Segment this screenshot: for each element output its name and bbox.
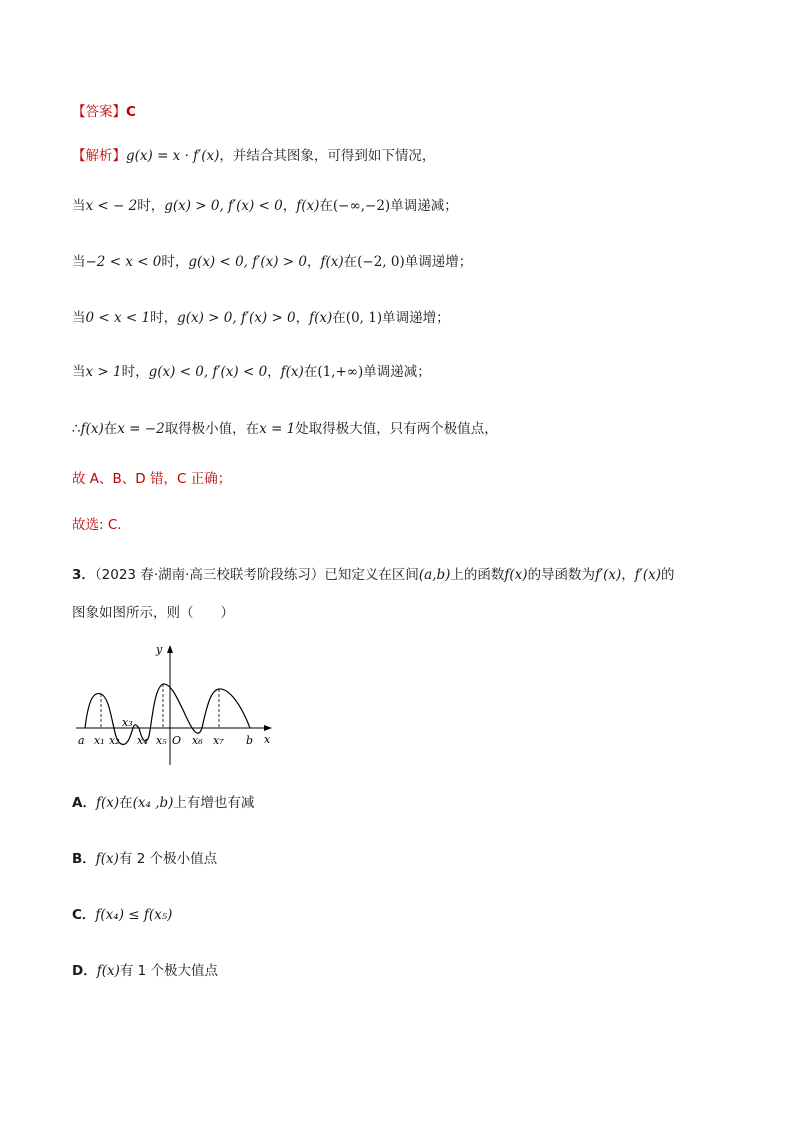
question-fpx: f′(x) (595, 567, 622, 583)
option-fx: f(x) (95, 795, 120, 811)
case-prefix: 当 (72, 364, 86, 380)
case-sep: ， (267, 364, 281, 380)
label-y: y (156, 643, 163, 656)
case-fx: f(x) (296, 198, 320, 214)
verdict-line: 故 A、B、D 错，C 正确； (72, 471, 232, 487)
case-interval: (−2, 0) (357, 254, 405, 270)
option-d[interactable] (72, 961, 218, 981)
case-fx: f(x) (309, 310, 333, 326)
answer-choice: C (126, 104, 136, 120)
question-number: 3． (72, 567, 95, 583)
case-condition: x > 1 (85, 364, 122, 380)
case-signs: g(x) < 0, f′(x) < 0 (148, 364, 268, 380)
conclusion-line (72, 419, 498, 439)
question-source: （2023 春·湖南·高三校联考阶段练习） (94, 567, 325, 583)
conclusion-text: 取得极小值，在 (164, 421, 260, 437)
final-choice-line: 故选: C. (72, 517, 122, 533)
option-math: (x₄ ,b) (132, 795, 174, 811)
case-sep: ， (306, 254, 321, 270)
conclusion-min-x: x = −2 (117, 421, 165, 437)
option-text: 上有增也有减 (173, 795, 255, 811)
label-b: b (246, 734, 254, 747)
label-a: a (78, 734, 85, 747)
case-prefix: 当 (72, 310, 86, 326)
derivative-graph (72, 640, 282, 770)
analysis-tag: 【解析】 (72, 148, 126, 164)
label-x: x (264, 733, 271, 746)
option-fx: f(x) (95, 851, 119, 867)
case-line-4 (72, 362, 431, 382)
case-signs: g(x) < 0, f′(x) > 0 (188, 254, 307, 270)
option-c[interactable] (72, 905, 172, 925)
case-result: 单调递增； (404, 254, 473, 270)
option-math: f(x₄) ≤ f(x₅) (95, 907, 173, 923)
case-prefix: 当 (72, 198, 86, 214)
question-stem-line-2: 图象如图所示，则（ ） (72, 605, 234, 621)
option-label: C． (72, 907, 96, 923)
label-x6: x₆ (192, 734, 203, 747)
option-text: 有 (119, 963, 134, 979)
case-fx: f(x) (280, 364, 304, 380)
case-zai: 在 (343, 254, 358, 270)
label-x5: x₅ (156, 734, 167, 747)
option-number: 2 (136, 851, 146, 867)
g-definition: g(x) = x · f′(x) (126, 148, 220, 164)
question-stem-line-1 (72, 565, 675, 585)
option-label: D． (72, 963, 97, 979)
case-line-2 (72, 252, 472, 272)
case-zai: 在 (332, 310, 346, 326)
conclusion-text: 处取得极大值，只有两个极值点， (295, 421, 498, 437)
y-axis-arrow (167, 645, 173, 653)
option-a[interactable] (72, 793, 254, 813)
case-zai: 在 (319, 198, 333, 214)
analysis-line (72, 146, 435, 166)
question-interval: (a,b) (418, 567, 451, 583)
answer-line (72, 102, 136, 122)
therefore-symbol: ∴ (72, 421, 81, 437)
question-fx: f(x) (504, 567, 528, 583)
case-result: 单调递增； (382, 310, 450, 326)
label-x7: x₇ (213, 734, 224, 747)
case-condition: x < − 2 (85, 198, 138, 214)
label-x2: x₂ (109, 734, 120, 747)
case-mid: 时， (137, 198, 165, 214)
case-interval: (0, 1) (345, 310, 383, 326)
question-stem: ， (621, 567, 635, 583)
case-mid: 时， (150, 310, 178, 326)
conclusion-max-x: x = 1 (259, 421, 296, 437)
conclusion-text: 在 (103, 421, 118, 437)
question-stem: 的导函数为 (527, 567, 596, 583)
option-number: 1 (137, 963, 147, 979)
case-mid: 时， (121, 364, 149, 380)
case-result: 单调递减； (363, 364, 431, 380)
case-interval: (1,+∞) (317, 364, 364, 380)
question-fpx: f′(x) (634, 567, 661, 583)
case-signs: g(x) > 0, f′(x) < 0 (164, 198, 283, 214)
case-fx: f(x) (320, 254, 344, 270)
x-axis-arrow (264, 725, 272, 731)
option-text: 有 (118, 851, 133, 867)
answer-tag: 【答案】 (72, 104, 126, 120)
label-x3: x₃ (122, 716, 133, 729)
question-stem: 的 (661, 567, 675, 583)
option-label: B． (72, 851, 96, 867)
question-stem: 上的函数 (450, 567, 505, 583)
case-condition: 0 < x < 1 (85, 310, 151, 326)
label-x1: x₁ (94, 734, 105, 747)
case-mid: 时， (161, 254, 189, 270)
option-text: 个极大值点 (150, 963, 219, 979)
case-zai: 在 (303, 364, 318, 380)
label-O: O (172, 734, 182, 747)
label-x4: x₄ (137, 734, 148, 747)
case-interval: (−∞,−2) (332, 198, 391, 214)
case-line-3 (72, 308, 450, 328)
option-b[interactable] (72, 849, 217, 869)
case-signs: g(x) > 0, f′(x) > 0 (177, 310, 296, 326)
case-result: 单调递减； (390, 198, 458, 214)
case-sep: ， (282, 198, 297, 214)
option-label: A． (72, 795, 96, 811)
case-condition: −2 < x < 0 (85, 254, 162, 270)
option-text: 个极小值点 (149, 851, 218, 867)
conclusion-fx: f(x) (80, 421, 104, 437)
case-prefix: 当 (72, 254, 86, 270)
option-text: 在 (119, 795, 133, 811)
case-sep: ， (295, 310, 310, 326)
analysis-text: ，并结合其图象，可得到如下情况， (219, 148, 436, 164)
option-fx: f(x) (96, 963, 120, 979)
case-line-1 (72, 196, 458, 216)
question-stem: 已知定义在区间 (324, 567, 419, 583)
